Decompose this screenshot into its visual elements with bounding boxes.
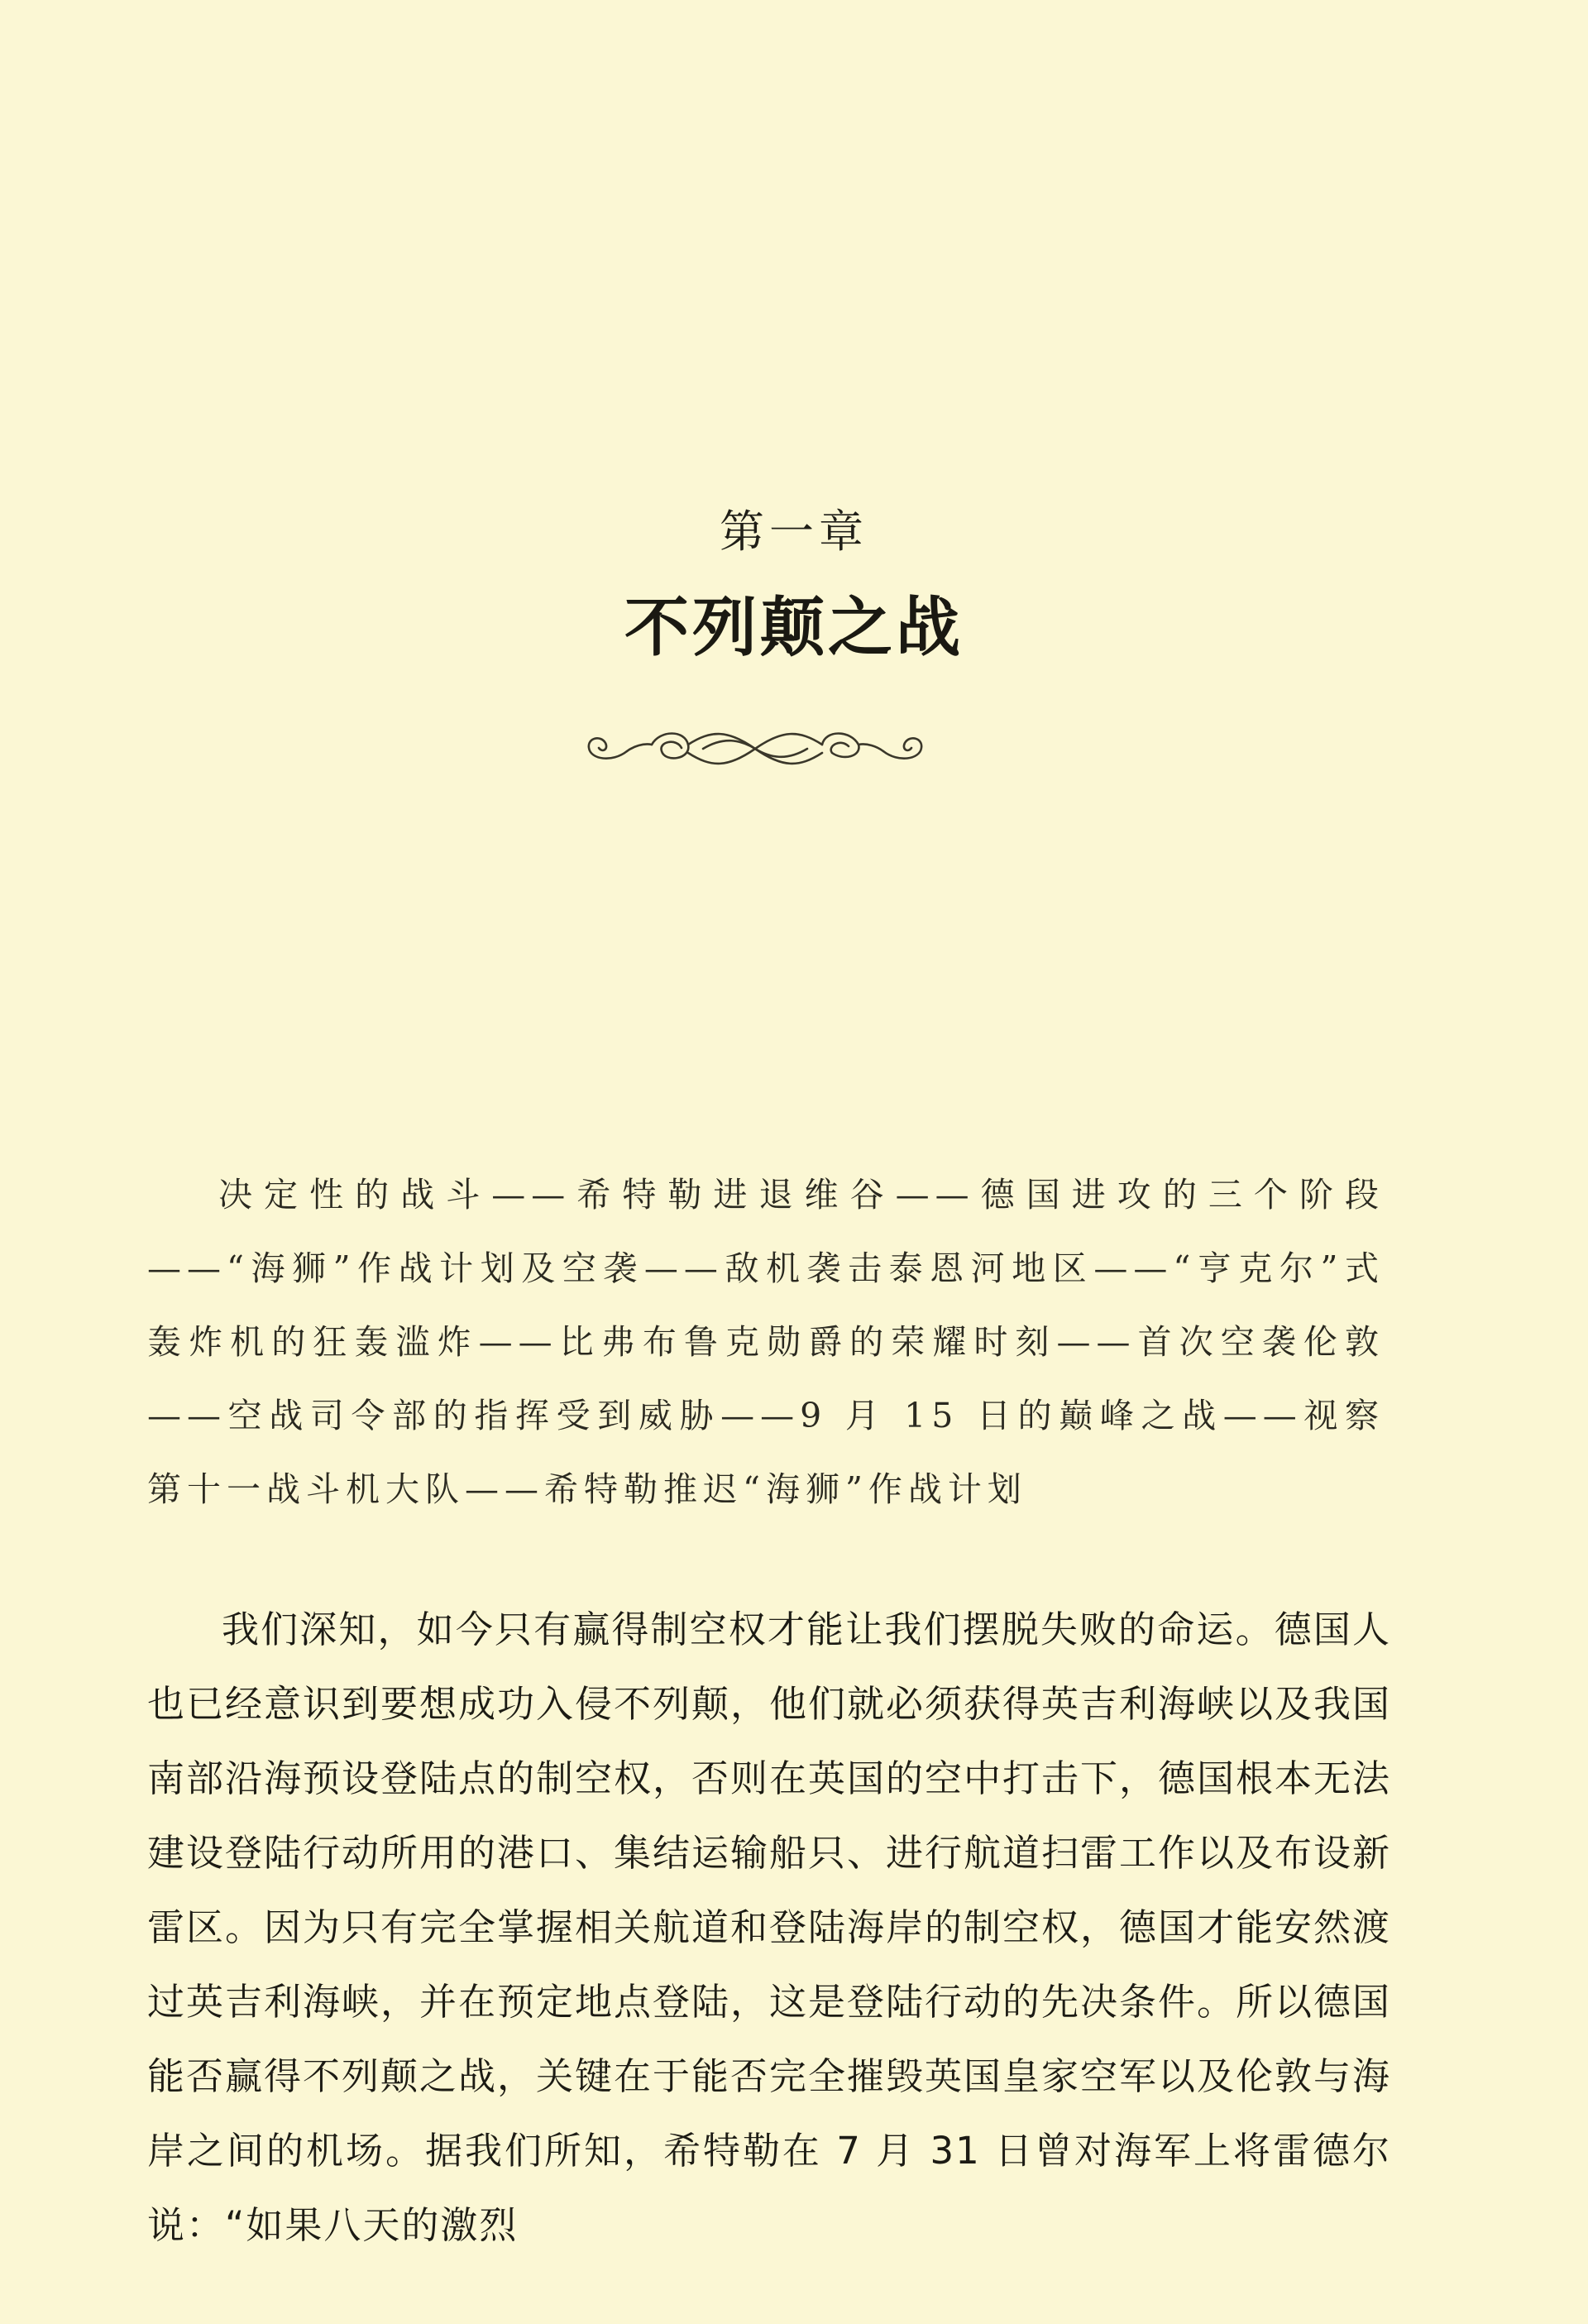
chapter-label: 第一章 bbox=[720, 506, 868, 558]
scroll-flourish-icon bbox=[579, 720, 931, 778]
body-paragraph: 我们深知，如今只有赢得制空权才能让我们摆脱失败的命运。德国人也已经意识到要想成功入侵不列颠，他们就必须获得英吉利海峡以及我国南部沿海预设登陆点的制空权，否则在英国的空中打击下，德国根本无法建设登陆行动所用的港口、集结运输船只、进行航道扫雷工作以及布设新雷区。因为只有完全掌握相关航道和登陆海岸的制空权，德国才能安然渡过英吉利海峡，并在预定地点登陆，这是登陆行动的先决条件。所以德国能否赢得不列颠之战，关键在于能否完全摧毁英国皇家空军以及伦敦与海岸之间的机场。据我们所知，希特勒在 7 月 31 日曾对海军上将雷德尔说：“如果八天的激烈 bbox=[147, 1608, 1392, 2247]
chapter-title: 不列颠之战 bbox=[624, 590, 964, 665]
chapter-summary: 决定性的战斗——希特勒进退维谷——德国进攻的三个阶段——“海狮”作战计划及空袭——敌机袭击泰恩河地区——“亨克尔”式轰炸机的狂轰滥炸——比弗布鲁克勋爵的荣耀时刻——首次空袭伦敦——空战司令部的指挥受到威胁——9 月 15 日的巅峰之战——视察第十一战斗机大队——希特勒推迟“海狮”作战计划 bbox=[147, 1175, 1385, 1509]
